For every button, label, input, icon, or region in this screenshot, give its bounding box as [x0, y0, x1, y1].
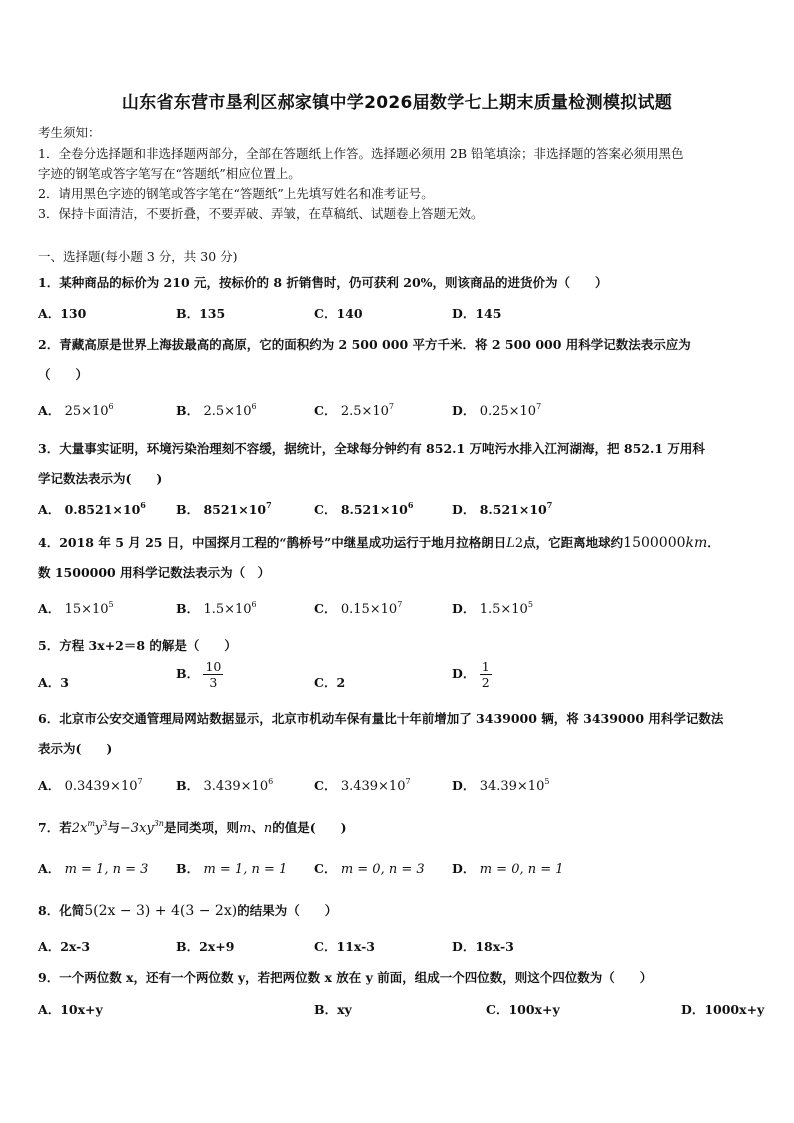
q1-option-d: D．145	[452, 306, 502, 321]
q8-option-c: C．11x-3	[314, 939, 375, 954]
page-title: 山东省东营市垦利区郝家镇中学2026届数学七上期末质量检测模拟试题	[121, 93, 673, 113]
fraction: $\frac{1}{2}$	[481, 659, 490, 690]
q5-option-c: C．2	[314, 675, 346, 690]
q6-option-c: C． $3.439\times 10^7$	[314, 777, 411, 794]
q3-option-a: A． $0.8521\times 10^6$	[38, 500, 146, 517]
q3-option-b: B． $8521\times 10^7$	[176, 500, 272, 517]
question-1-stem: 1．某种商品的标价为 210 元，按标价的 8 折销售时，仍可获利 20%，则该商品的进货价为（ ）	[38, 275, 608, 290]
notice-heading: 考生须知：	[38, 125, 101, 140]
q7-option-c: C． m = 0, n = 3	[314, 861, 425, 877]
q1-option-c: C．140	[314, 306, 363, 321]
q4-option-a: A． $15\times 10^5$	[38, 600, 114, 617]
q9-option-a: A．10x+y	[38, 1002, 103, 1017]
notice-item-2: 2．请用黑色字迹的钢笔或答字笔在“答题纸”上先填写姓名和准考证号。	[38, 186, 434, 201]
question-5-stem: 5．方程 3x+2＝8 的解是（ ）	[38, 638, 237, 653]
q2-option-c: C． $2.5\times 10^7$	[314, 402, 395, 419]
q4-option-d: D． $1.5\times 10^5$	[452, 600, 533, 617]
notice-item-3: 3．保持卡面清洁，不要折叠，不要弄破、弄皱，在草稿纸、试题卷上答题无效。	[38, 206, 484, 221]
q7-option-b: B． m = 1, n = 1	[176, 861, 288, 877]
q8-option-a: A．2x-3	[38, 939, 91, 954]
question-2-stem: 2．青藏高原是世界上海拔最高的高原，它的面积约为 2 500 000 平方千米．将 2 500 000 用科学记数法表示应为	[38, 337, 691, 352]
q9-option-b: B．xy	[314, 1002, 352, 1017]
q6-option-a: A． $0.3439\times 10^7$	[38, 777, 143, 794]
q2-option-b: B． $2.5\times 10^6$	[176, 402, 257, 419]
question-6-stem-cont: 表示为( )	[38, 741, 113, 756]
question-7-stem: 7．若$2x^my^3$与$-3xy^{3n}$是同类项，则m、n的值是( )	[38, 819, 347, 836]
notice-item-1: 1．全卷分选择题和非选择题两部分，全部在答题纸上作答。选择题必须用 2B 铅笔填涂；非选择题的答案必须用黑色	[38, 146, 684, 161]
q5-option-a: A．3	[38, 675, 69, 690]
q6-option-d: D． $34.39\times 10^5$	[452, 777, 550, 794]
q9-option-c: C．100x+y	[486, 1002, 560, 1017]
q1-option-a: A．130	[38, 306, 87, 321]
question-9-stem: 9．一个两位数 x，还有一个两位数 y，若把两位数 x 放在 y 前面，组成一个四位数，则这个四位数为（ ）	[38, 970, 653, 985]
q8-option-b: B．2x+9	[176, 939, 235, 954]
expression: 5(2x − 3) + 4(3 − 2x)	[84, 903, 238, 919]
q7-option-a: A． m = 1, n = 3	[38, 861, 149, 877]
q1-option-b: B．135	[176, 306, 226, 321]
question-3-stem: 3．大量事实证明，环境污染治理刻不容缓，据统计，全球每分钟约有 852.1 万吨污水排入江河湖海，把 852.1 万用科	[38, 441, 705, 456]
q3-option-d: D． $8.521\times 10^7$	[452, 500, 553, 517]
q7-option-d: D． m = 0, n = 1	[452, 861, 564, 877]
q2-option-d: D． $0.25\times 10^7$	[452, 402, 542, 419]
q2-option-a: A． $25\times 10^6$	[38, 402, 114, 419]
notice-item-1-cont: 字迹的钢笔或答字笔写在“答题纸”相应位置上。	[38, 166, 301, 181]
q4-option-c: C． $0.15\times 10^7$	[314, 600, 403, 617]
q4-option-b: B． $1.5\times 10^6$	[176, 600, 257, 617]
q8-option-d: D．18x-3	[452, 939, 514, 954]
q5-option-d: D． $\frac{1}{2}$	[452, 659, 490, 690]
section-heading: 一、选择题(每小题 3 分，共 30 分)	[38, 249, 238, 264]
q5-option-b: B． $\frac{10}{3}$	[176, 659, 222, 690]
question-2-stem-cont: （ ）	[38, 367, 89, 382]
question-8-stem: 8．化简5(2x − 3) + 4(3 − 2x)的结果为（ ）	[38, 903, 338, 919]
question-6-stem: 6．北京市公安交通管理局网站数据显示，北京市机动车保有量比十年前增加了 3439000 辆，将 3439000 用科学记数法	[38, 711, 724, 726]
fraction: $\frac{10}{3}$	[205, 659, 222, 690]
question-4-stem-cont: 数 1500000 用科学记数法表示为（ ）	[38, 565, 271, 580]
q6-option-b: B． $3.439\times 10^6$	[176, 777, 274, 794]
question-4-stem: 4．2018 年 5 月 25 日，中国探月工程的“鹊桥号”中继星成功运行于地月拉格朗日L2点，它距离地球约1500000km．	[38, 535, 720, 551]
question-3-stem-cont: 学记数法表示为( )	[38, 471, 163, 486]
q3-option-c: C． $8.521\times 10^6$	[314, 500, 414, 517]
q9-option-d: D．1000x+y	[681, 1002, 765, 1017]
